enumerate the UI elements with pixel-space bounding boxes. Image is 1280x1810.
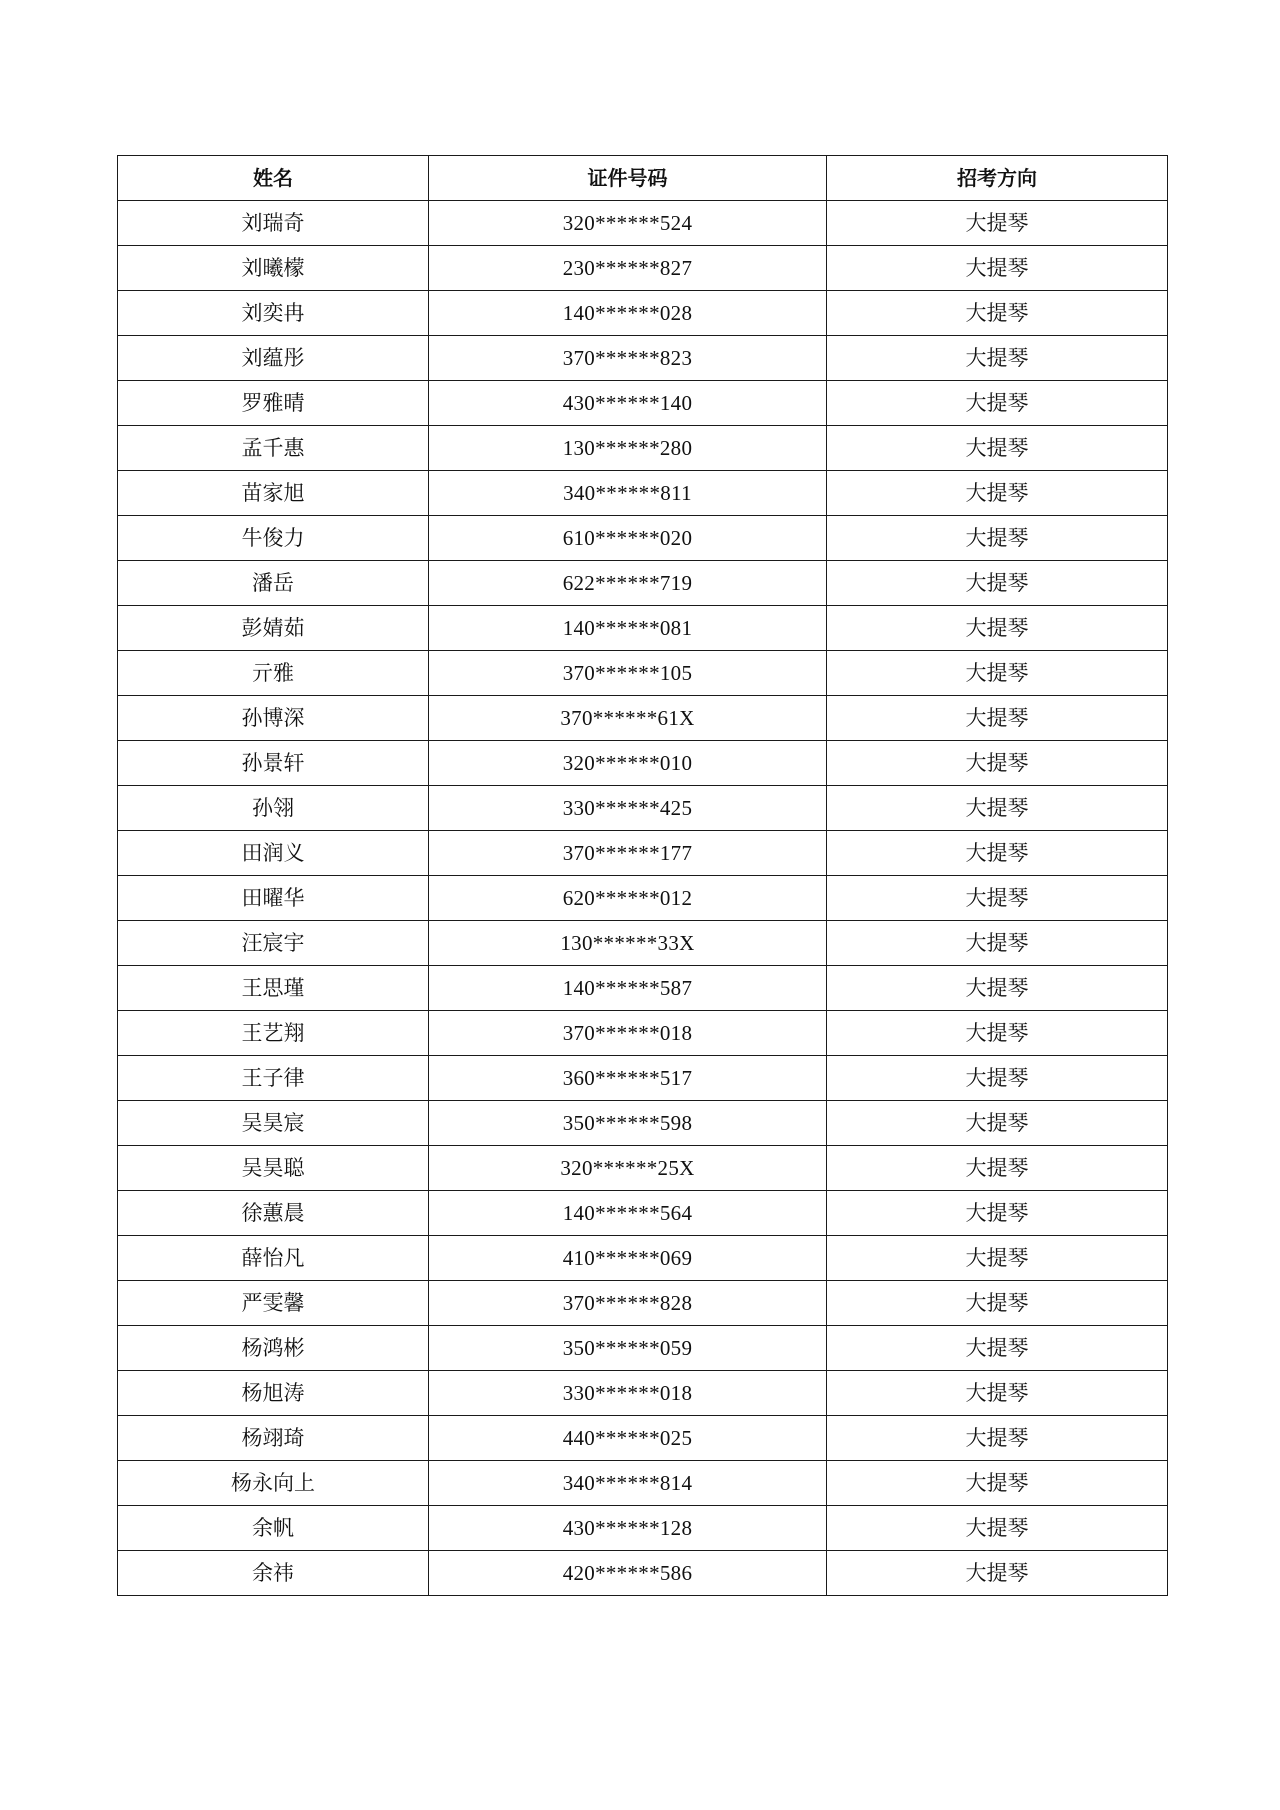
cell-direction: 大提琴 <box>827 1326 1168 1371</box>
cell-direction: 大提琴 <box>827 966 1168 1011</box>
cell-direction: 大提琴 <box>827 1461 1168 1506</box>
table-row <box>118 1191 1168 1236</box>
cell-id-number: 140******028 <box>429 291 827 336</box>
cell-direction: 大提琴 <box>827 1281 1168 1326</box>
table-header <box>118 156 1168 201</box>
cell-direction: 大提琴 <box>827 1146 1168 1191</box>
cell-direction: 大提琴 <box>827 561 1168 606</box>
cell-name: 严雯馨 <box>118 1281 429 1326</box>
header-row <box>118 156 1168 201</box>
table-row <box>118 696 1168 741</box>
cell-direction: 大提琴 <box>827 1236 1168 1281</box>
cell-direction: 大提琴 <box>827 606 1168 651</box>
cell-name: 孟千惠 <box>118 426 429 471</box>
table-row <box>118 381 1168 426</box>
cell-name: 罗雅晴 <box>118 381 429 426</box>
cell-id-number: 370******177 <box>429 831 827 876</box>
cell-name: 刘奕冉 <box>118 291 429 336</box>
cell-name: 孙博深 <box>118 696 429 741</box>
cell-id-number: 620******012 <box>429 876 827 921</box>
cell-name: 刘瑞奇 <box>118 201 429 246</box>
cell-id-number: 370******828 <box>429 1281 827 1326</box>
cell-id-number: 320******010 <box>429 741 827 786</box>
table-row <box>118 1101 1168 1146</box>
table-row <box>118 651 1168 696</box>
header-direction: 招考方向 <box>827 156 1168 201</box>
cell-direction: 大提琴 <box>827 381 1168 426</box>
table-row <box>118 1416 1168 1461</box>
cell-name: 杨旭涛 <box>118 1371 429 1416</box>
cell-id-number: 622******719 <box>429 561 827 606</box>
cell-id-number: 440******025 <box>429 1416 827 1461</box>
cell-direction: 大提琴 <box>827 1371 1168 1416</box>
cell-name: 苗家旭 <box>118 471 429 516</box>
table-row <box>118 1551 1168 1596</box>
table-row <box>118 1281 1168 1326</box>
table-row <box>118 1506 1168 1551</box>
table-row <box>118 1236 1168 1281</box>
cell-direction: 大提琴 <box>827 1101 1168 1146</box>
cell-name: 汪宸宇 <box>118 921 429 966</box>
cell-name: 刘曦檬 <box>118 246 429 291</box>
cell-direction: 大提琴 <box>827 876 1168 921</box>
cell-name: 刘蕴彤 <box>118 336 429 381</box>
table-row <box>118 1146 1168 1191</box>
cell-id-number: 370******823 <box>429 336 827 381</box>
table-row <box>118 786 1168 831</box>
cell-direction: 大提琴 <box>827 291 1168 336</box>
cell-direction: 大提琴 <box>827 696 1168 741</box>
cell-direction: 大提琴 <box>827 426 1168 471</box>
cell-name: 余帆 <box>118 1506 429 1551</box>
cell-name: 杨鸿彬 <box>118 1326 429 1371</box>
cell-name: 孙景轩 <box>118 741 429 786</box>
cell-id-number: 610******020 <box>429 516 827 561</box>
cell-id-number: 130******280 <box>429 426 827 471</box>
cell-name: 薛怡凡 <box>118 1236 429 1281</box>
table-row <box>118 876 1168 921</box>
cell-name: 王思瑾 <box>118 966 429 1011</box>
cell-direction: 大提琴 <box>827 1551 1168 1596</box>
cell-direction: 大提琴 <box>827 921 1168 966</box>
cell-direction: 大提琴 <box>827 1011 1168 1056</box>
cell-id-number: 330******018 <box>429 1371 827 1416</box>
table-row <box>118 1056 1168 1101</box>
cell-id-number: 320******25X <box>429 1146 827 1191</box>
cell-direction: 大提琴 <box>827 516 1168 561</box>
cell-id-number: 320******524 <box>429 201 827 246</box>
table-row <box>118 336 1168 381</box>
cell-id-number: 330******425 <box>429 786 827 831</box>
cell-name: 田润义 <box>118 831 429 876</box>
cell-id-number: 370******018 <box>429 1011 827 1056</box>
table-row <box>118 1326 1168 1371</box>
cell-name: 潘岳 <box>118 561 429 606</box>
cell-direction: 大提琴 <box>827 786 1168 831</box>
cell-direction: 大提琴 <box>827 1191 1168 1236</box>
cell-name: 彭婧茹 <box>118 606 429 651</box>
table-row <box>118 516 1168 561</box>
cell-id-number: 360******517 <box>429 1056 827 1101</box>
table-row <box>118 966 1168 1011</box>
cell-name: 王艺翔 <box>118 1011 429 1056</box>
cell-id-number: 370******61X <box>429 696 827 741</box>
table-row <box>118 291 1168 336</box>
cell-direction: 大提琴 <box>827 1506 1168 1551</box>
cell-direction: 大提琴 <box>827 741 1168 786</box>
cell-name: 田曜华 <box>118 876 429 921</box>
table-row <box>118 741 1168 786</box>
table-row <box>118 246 1168 291</box>
table-row <box>118 561 1168 606</box>
cell-id-number: 370******105 <box>429 651 827 696</box>
cell-name: 亓雅 <box>118 651 429 696</box>
table-row <box>118 471 1168 516</box>
cell-direction: 大提琴 <box>827 336 1168 381</box>
cell-name: 孙翎 <box>118 786 429 831</box>
cell-id-number: 430******140 <box>429 381 827 426</box>
header-id-number: 证件号码 <box>429 156 827 201</box>
table-row <box>118 1461 1168 1506</box>
cell-id-number: 350******598 <box>429 1101 827 1146</box>
cell-id-number: 340******814 <box>429 1461 827 1506</box>
cell-name: 徐蕙晨 <box>118 1191 429 1236</box>
cell-name: 余祎 <box>118 1551 429 1596</box>
table-row <box>118 1371 1168 1416</box>
cell-id-number: 130******33X <box>429 921 827 966</box>
table-row <box>118 201 1168 246</box>
cell-id-number: 140******564 <box>429 1191 827 1236</box>
cell-id-number: 420******586 <box>429 1551 827 1596</box>
table-row <box>118 1011 1168 1056</box>
cell-direction: 大提琴 <box>827 651 1168 696</box>
table-body <box>118 201 1168 1596</box>
cell-name: 牛俊力 <box>118 516 429 561</box>
cell-name: 吴昊宸 <box>118 1101 429 1146</box>
cell-id-number: 410******069 <box>429 1236 827 1281</box>
cell-id-number: 340******811 <box>429 471 827 516</box>
table-row <box>118 606 1168 651</box>
cell-direction: 大提琴 <box>827 201 1168 246</box>
cell-id-number: 350******059 <box>429 1326 827 1371</box>
cell-direction: 大提琴 <box>827 246 1168 291</box>
cell-id-number: 230******827 <box>429 246 827 291</box>
cell-id-number: 430******128 <box>429 1506 827 1551</box>
cell-id-number: 140******587 <box>429 966 827 1011</box>
cell-direction: 大提琴 <box>827 1416 1168 1461</box>
cell-name: 杨翊琦 <box>118 1416 429 1461</box>
cell-direction: 大提琴 <box>827 831 1168 876</box>
cell-name: 吴昊聪 <box>118 1146 429 1191</box>
cell-direction: 大提琴 <box>827 1056 1168 1101</box>
header-name: 姓名 <box>118 156 429 201</box>
table-row <box>118 831 1168 876</box>
cell-name: 王子律 <box>118 1056 429 1101</box>
roster-table <box>117 155 1168 1596</box>
cell-name: 杨永向上 <box>118 1461 429 1506</box>
table-row <box>118 921 1168 966</box>
cell-direction: 大提琴 <box>827 471 1168 516</box>
table-row <box>118 426 1168 471</box>
cell-id-number: 140******081 <box>429 606 827 651</box>
